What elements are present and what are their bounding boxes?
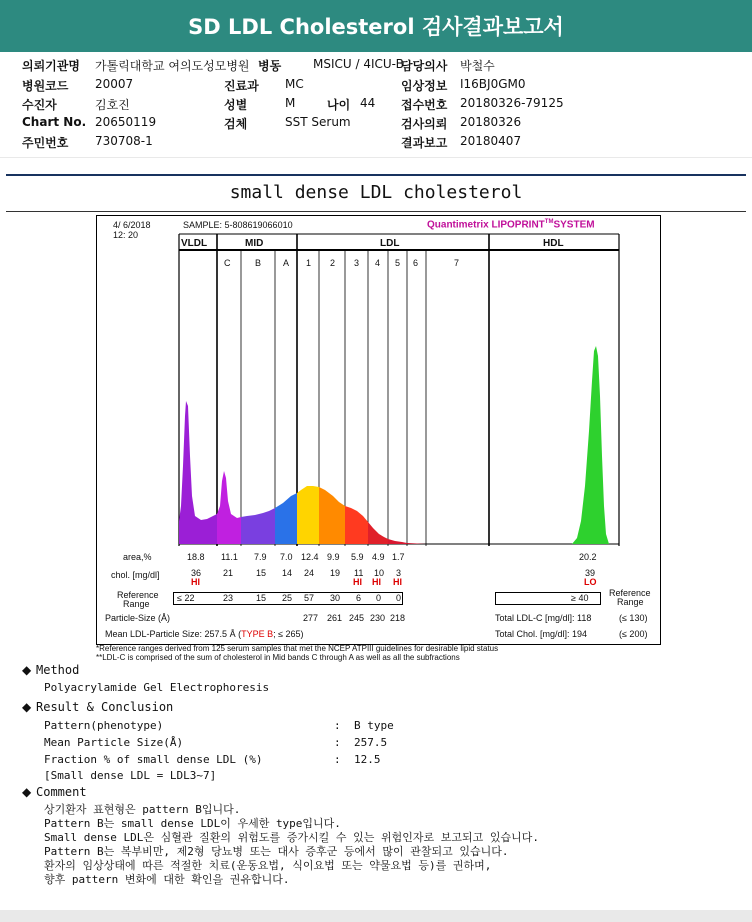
footnote: **LDL-C is comprised of the sum of cholesterol in Mid bands C through A as well as all the subfractions	[96, 653, 460, 662]
institution-label: 의뢰기관명	[22, 59, 80, 73]
ref-cell: ≤ 22	[177, 593, 195, 603]
patient-info-block	[0, 52, 752, 157]
ward-label: 병동	[258, 59, 282, 73]
area-cell: 7.0	[280, 552, 293, 562]
result-value: B type	[354, 719, 394, 732]
diamond-bullet-icon: ◆	[22, 663, 32, 677]
result-colon: :	[334, 753, 341, 766]
chol-flag: HI	[393, 577, 402, 587]
sex-label: 성별	[224, 98, 248, 112]
area-cell: 4.9	[372, 552, 385, 562]
ps-cell: 218	[390, 613, 406, 623]
patient-label: 수진자	[22, 98, 57, 112]
divider	[6, 174, 746, 176]
ps-cell: 261	[327, 613, 343, 623]
total-ldl-ref: (≤ 130)	[619, 613, 648, 623]
clinical-label: 임상정보	[401, 79, 448, 93]
chart-no-label: Chart No.	[22, 115, 87, 129]
hospcode-label: 병원코드	[22, 79, 69, 93]
report-header	[0, 0, 752, 52]
area-row-label: area,%	[123, 552, 152, 562]
chart-time: 12: 20	[113, 230, 139, 240]
comment-line: Small dense LDL은 심혈관 질환의 위험도를 증가시킬 수 있는 위험인자로 보고되고 있습니다.	[44, 831, 539, 844]
hdl-label: HDL	[543, 238, 564, 249]
chol-cell: 21	[223, 568, 234, 578]
band-label: B	[255, 258, 262, 268]
chol-cell: 15	[256, 568, 267, 578]
total-chol: Total Chol. [mg/dl]: 194	[495, 629, 588, 639]
total-chol-ref: (≤ 200)	[619, 629, 648, 639]
area-cell: 1.7	[392, 552, 405, 562]
result-heading: Result & Conclusion	[36, 700, 174, 714]
ps-cell: 245	[349, 613, 365, 623]
band-label: 5	[395, 258, 401, 268]
comment-line: Pattern B는 복부비만, 제2형 당뇨병 또는 대사 증후군 등에서 많이 관찰되고 있습니다.	[44, 845, 509, 858]
chol-cell: 10	[374, 568, 385, 578]
result-value: 12.5	[354, 753, 381, 766]
mid-label: MID	[245, 238, 264, 249]
lipoprint-chart	[96, 215, 661, 645]
report-date-value: 20180407	[460, 134, 522, 148]
receipt-value: 20180326-79125	[460, 96, 564, 110]
result-note: [Small dense LDL = LDL3~7]	[44, 769, 217, 782]
dept-label: 진료과	[224, 79, 259, 93]
band-label: 7	[454, 258, 460, 268]
ref-cell: 23	[223, 593, 234, 603]
sheet-title: small dense LDL cholesterol	[229, 182, 523, 203]
sex-value: M	[285, 96, 296, 110]
band-label: 2	[330, 258, 336, 268]
result-key: Fraction % of small dense LDL (%)	[44, 753, 263, 766]
reference-label-right: Reference	[609, 588, 651, 598]
comment-section	[22, 785, 87, 799]
hospcode-value: 20007	[95, 77, 134, 91]
result-value: 257.5	[354, 736, 388, 749]
footnote: *Reference ranges derived from 125 serum samples that met the NCEP ATPIII guidelines for desirable lipid status	[96, 644, 499, 653]
receipt-label: 접수번호	[401, 98, 448, 112]
ref-cell: 57	[304, 593, 315, 603]
chart-no-value: 20650119	[95, 115, 157, 129]
result-key: Pattern(phenotype)	[44, 719, 164, 732]
result-key: Mean Particle Size(Å)	[44, 736, 184, 749]
mean-ldl-particle-size: Mean LDL-Particle Size: 257.5 Å (TYPE B; ≤ 265)	[105, 629, 304, 639]
reference-label: Range	[123, 599, 150, 609]
ref-cell: 6	[356, 593, 362, 603]
comment-line: Pattern B는 small dense LDL이 우세한 type입니다.	[44, 817, 341, 830]
sample-id: SAMPLE: 5-808619066010	[183, 220, 293, 230]
specimen-label: 검체	[224, 117, 248, 131]
chol-flag: HI	[191, 577, 200, 587]
comment-line: 환자의 임상상태에 따른 적절한 치료(운동요법, 식이요법 또는 약물요법 등)를 권하며,	[44, 859, 492, 872]
band-label: 1	[306, 258, 312, 268]
area-cell: 18.8	[187, 552, 205, 562]
ref-cell: 0	[396, 593, 402, 603]
results-table	[97, 546, 660, 644]
area-cell: 9.9	[327, 552, 340, 562]
ps-cell: 277	[303, 613, 319, 623]
chol-cell: 24	[304, 568, 315, 578]
total-ldl: Total LDL-C [mg/dl]: 118	[495, 613, 592, 623]
patient-value: 김호진	[95, 98, 130, 112]
ward-value: MSICU / 4ICU-B	[313, 57, 404, 71]
chol-row-label: chol. [mg/dl]	[111, 570, 160, 580]
request-value: 20180326	[460, 115, 522, 129]
doctor-label: 담당의사	[401, 59, 448, 73]
chol-cell: 36	[191, 568, 202, 578]
band-label: 4	[375, 258, 381, 268]
age-label: 나이	[327, 98, 351, 112]
page-bottom-margin	[0, 910, 752, 922]
ps-cell: 230	[370, 613, 386, 623]
institution-value: 가톨릭대학교 여의도성모병원	[95, 59, 250, 73]
comment-line: 향후 pattern 변화에 대한 확인을 권유합니다.	[44, 873, 290, 886]
area-cell: 12.4	[301, 552, 319, 562]
method-text: Polyacrylamide Gel Electrophoresis	[44, 681, 270, 694]
id-value: 730708-1	[95, 134, 153, 148]
report-date-label: 결과보고	[401, 136, 448, 150]
result-colon: :	[334, 736, 341, 749]
comment-line: 상기환자 표현형은 pattern B입니다.	[44, 803, 241, 816]
chol-flag: HI	[353, 577, 362, 587]
band-label: A	[283, 258, 290, 268]
result-section	[22, 700, 173, 714]
ref-cell: 25	[282, 593, 293, 603]
area-cell: 7.9	[254, 552, 267, 562]
divider	[6, 211, 746, 212]
ldl-label: LDL	[380, 238, 400, 249]
request-label: 검사의뢰	[401, 117, 448, 131]
diamond-bullet-icon: ◆	[22, 785, 32, 799]
band-label: 6	[413, 258, 419, 268]
reference-label-right: Range	[617, 597, 644, 607]
chol-cell-hdl: 39	[585, 568, 596, 578]
area-cell-hdl: 20.2	[579, 552, 597, 562]
particle-size-label: Particle-Size (Å)	[105, 613, 171, 623]
chol-flag-hdl: LO	[584, 577, 597, 587]
ref-cell-hdl: ≥ 40	[571, 593, 589, 603]
age-value: 44	[360, 96, 376, 110]
clinical-value: I16BJ0GM0	[460, 77, 526, 91]
band-label: C	[224, 258, 231, 268]
area-cell: 11.1	[221, 552, 238, 562]
chol-cell: 11	[354, 568, 364, 578]
method-heading: Method	[36, 663, 80, 677]
result-sheet	[0, 158, 752, 910]
ref-cell: 30	[330, 593, 341, 603]
reference-label: Reference	[117, 590, 159, 600]
chol-cell: 19	[330, 568, 341, 578]
chart-date: 4/ 6/2018	[113, 220, 151, 230]
ref-cell: 0	[376, 593, 382, 603]
chol-cell: 3	[396, 568, 402, 578]
method-section	[22, 663, 79, 677]
dept-value: MC	[285, 77, 304, 91]
lipoprint-logo: Quantimetrix LIPOPRINT™SYSTEM	[427, 219, 595, 231]
diamond-bullet-icon: ◆	[22, 700, 32, 714]
comment-heading: Comment	[36, 785, 87, 799]
id-label: 주민번호	[22, 136, 69, 150]
chol-cell: 14	[282, 568, 293, 578]
band-label: 3	[354, 258, 360, 268]
doctor-value: 박철수	[460, 59, 495, 73]
result-colon: :	[334, 719, 341, 732]
specimen-value: SST Serum	[285, 115, 351, 129]
ref-cell: 15	[256, 593, 267, 603]
area-cell: 5.9	[351, 552, 364, 562]
chol-flag: HI	[372, 577, 381, 587]
report-title: SD LDL Cholesterol 검사결과보고서	[188, 15, 564, 39]
vldl-label: VLDL	[181, 238, 208, 249]
